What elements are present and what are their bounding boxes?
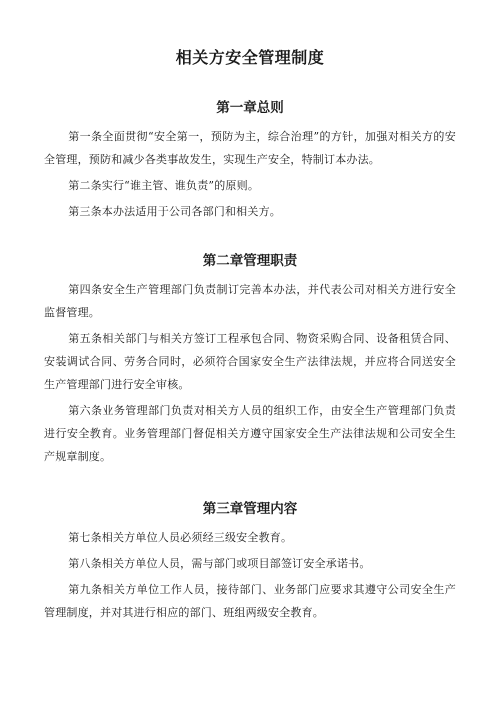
article-3: 第三条本办法适用于公司各部门和相关方。: [68, 205, 281, 218]
article-9: 第九条相关方单位工作人员，接待部门、业务部门应要求其遵守公司安全生产管理制度，并对其进行相应的部门、班组两级安全教育。: [44, 583, 456, 619]
article-2: 第二条实行“谁主管、谁负责”的原则。: [68, 179, 260, 192]
article-4: 第四条安全生产管理部门负责制订完善本办法，并代表公司对相关方进行安全监督管理。: [44, 283, 456, 319]
chapter-content: [44, 500, 456, 627]
article-7: 第七条相关方单位人员必须经三级安全教育。: [68, 531, 293, 544]
chapter-title: 第三章管理内容: [202, 501, 298, 517]
document-title: 相关方安全管理制度: [175, 48, 325, 67]
article-6: 第六条业务管理部门负责对相关方人员的组织工作，由安全生产管理部门负责进行安全教育。业务管理部门督促相关方遵守国家安全生产法律法规和公司安全生产规章制度。: [44, 404, 456, 463]
article-5: 第五条相关部门与相关方签订工程承包合同、物资采购合同、设备租赁合同、安装调试合同、劳务合同时，必须符合国家安全生产法律法规，并应将合同送安全生产管理部门进行安全审核。: [44, 332, 456, 391]
article-1: 第一条全面贯彻“安全第一，预防为主，综合治理”的方针，加强对相关方的安全管理，预防和减少各类事故发生，实现生产安全，特制订本办法。: [44, 130, 456, 166]
chapter-responsibilities: [44, 252, 456, 471]
article-8: 第八条相关方单位人员，需与部门或项目部签订安全承诺书。: [68, 557, 371, 570]
chapter-title: 第一章总则: [216, 100, 284, 116]
chapter-general: [44, 99, 456, 226]
chapter-title: 第二章管理职责: [202, 253, 298, 269]
